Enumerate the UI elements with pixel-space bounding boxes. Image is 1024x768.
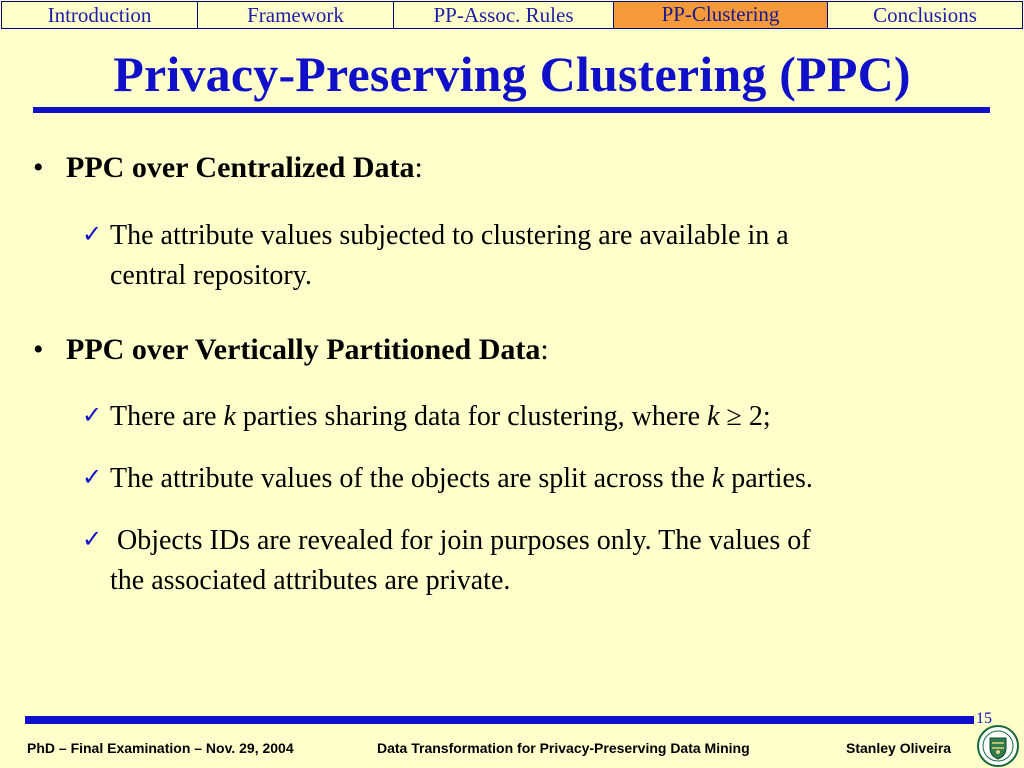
sub-bullet-split-values bbox=[82, 459, 982, 499]
checkmark-icon: ✓ bbox=[82, 220, 103, 248]
footer-center: Data Transformation for Privacy-Preserving Data Mining bbox=[377, 740, 750, 756]
page-number: 15 bbox=[976, 710, 992, 727]
footer-right: Stanley Oliveira bbox=[846, 740, 952, 756]
text-run: ≥ 2; bbox=[719, 401, 771, 432]
bullet-heading: PPC over Centralized Data bbox=[66, 151, 415, 184]
italic-k: k bbox=[223, 401, 236, 432]
footer-rule bbox=[25, 716, 974, 724]
title-underline bbox=[33, 107, 990, 113]
bullet-vertically-partitioned bbox=[33, 332, 549, 368]
checkmark-icon: ✓ bbox=[82, 463, 103, 491]
bullet-colon: : bbox=[540, 333, 549, 366]
sub-bullet-text bbox=[110, 521, 982, 601]
tab-pp-assoc-rules[interactable]: PP-Assoc. Rules bbox=[394, 2, 614, 28]
sub-bullet-text bbox=[110, 397, 982, 437]
tab-introduction[interactable]: Introduction bbox=[2, 2, 198, 28]
bullet-centralized bbox=[33, 150, 423, 186]
text-run: The attribute values of the objects are split across the bbox=[110, 463, 712, 494]
tab-conclusions[interactable]: Conclusions bbox=[873, 3, 977, 27]
italic-k: k bbox=[707, 401, 720, 432]
text-run: parties sharing data for clustering, where bbox=[235, 401, 708, 432]
bullet-heading: PPC over Vertically Partitioned Data bbox=[66, 333, 541, 366]
footer-left: PhD – Final Examination – Nov. 29, 2004 bbox=[27, 740, 294, 756]
sub-bullet-text bbox=[110, 216, 982, 296]
bullet-dot-icon: • bbox=[33, 333, 44, 366]
sub-bullet-line: central repository. bbox=[110, 260, 312, 291]
bullet-colon: : bbox=[414, 151, 423, 184]
tab-pp-clustering[interactable]: PP-Clustering bbox=[614, 2, 828, 28]
top-nav bbox=[1, 1, 1023, 29]
italic-k: k bbox=[711, 463, 725, 494]
tab-framework[interactable]: Framework bbox=[198, 2, 394, 28]
slide-title: Privacy-Preserving Clustering (PPC) bbox=[113, 46, 911, 102]
text-run: There are bbox=[110, 401, 224, 432]
sub-bullet-k-parties bbox=[82, 397, 982, 437]
sub-bullet-text bbox=[110, 459, 982, 499]
sub-bullet-line: the associated attributes are private. bbox=[110, 565, 511, 596]
sub-bullet-object-ids bbox=[82, 521, 982, 601]
sub-bullet-central-repository bbox=[82, 216, 982, 296]
bullet-dot-icon: • bbox=[33, 151, 44, 184]
sub-bullet-line: Objects IDs are revealed for join purposes only. The values of bbox=[110, 525, 811, 556]
text-run: parties. bbox=[724, 463, 813, 494]
sub-bullet-line: The attribute values subjected to clustering are available in a bbox=[110, 220, 789, 251]
checkmark-icon: ✓ bbox=[82, 401, 103, 429]
checkmark-icon: ✓ bbox=[82, 525, 103, 553]
university-crest-icon bbox=[976, 724, 1020, 768]
